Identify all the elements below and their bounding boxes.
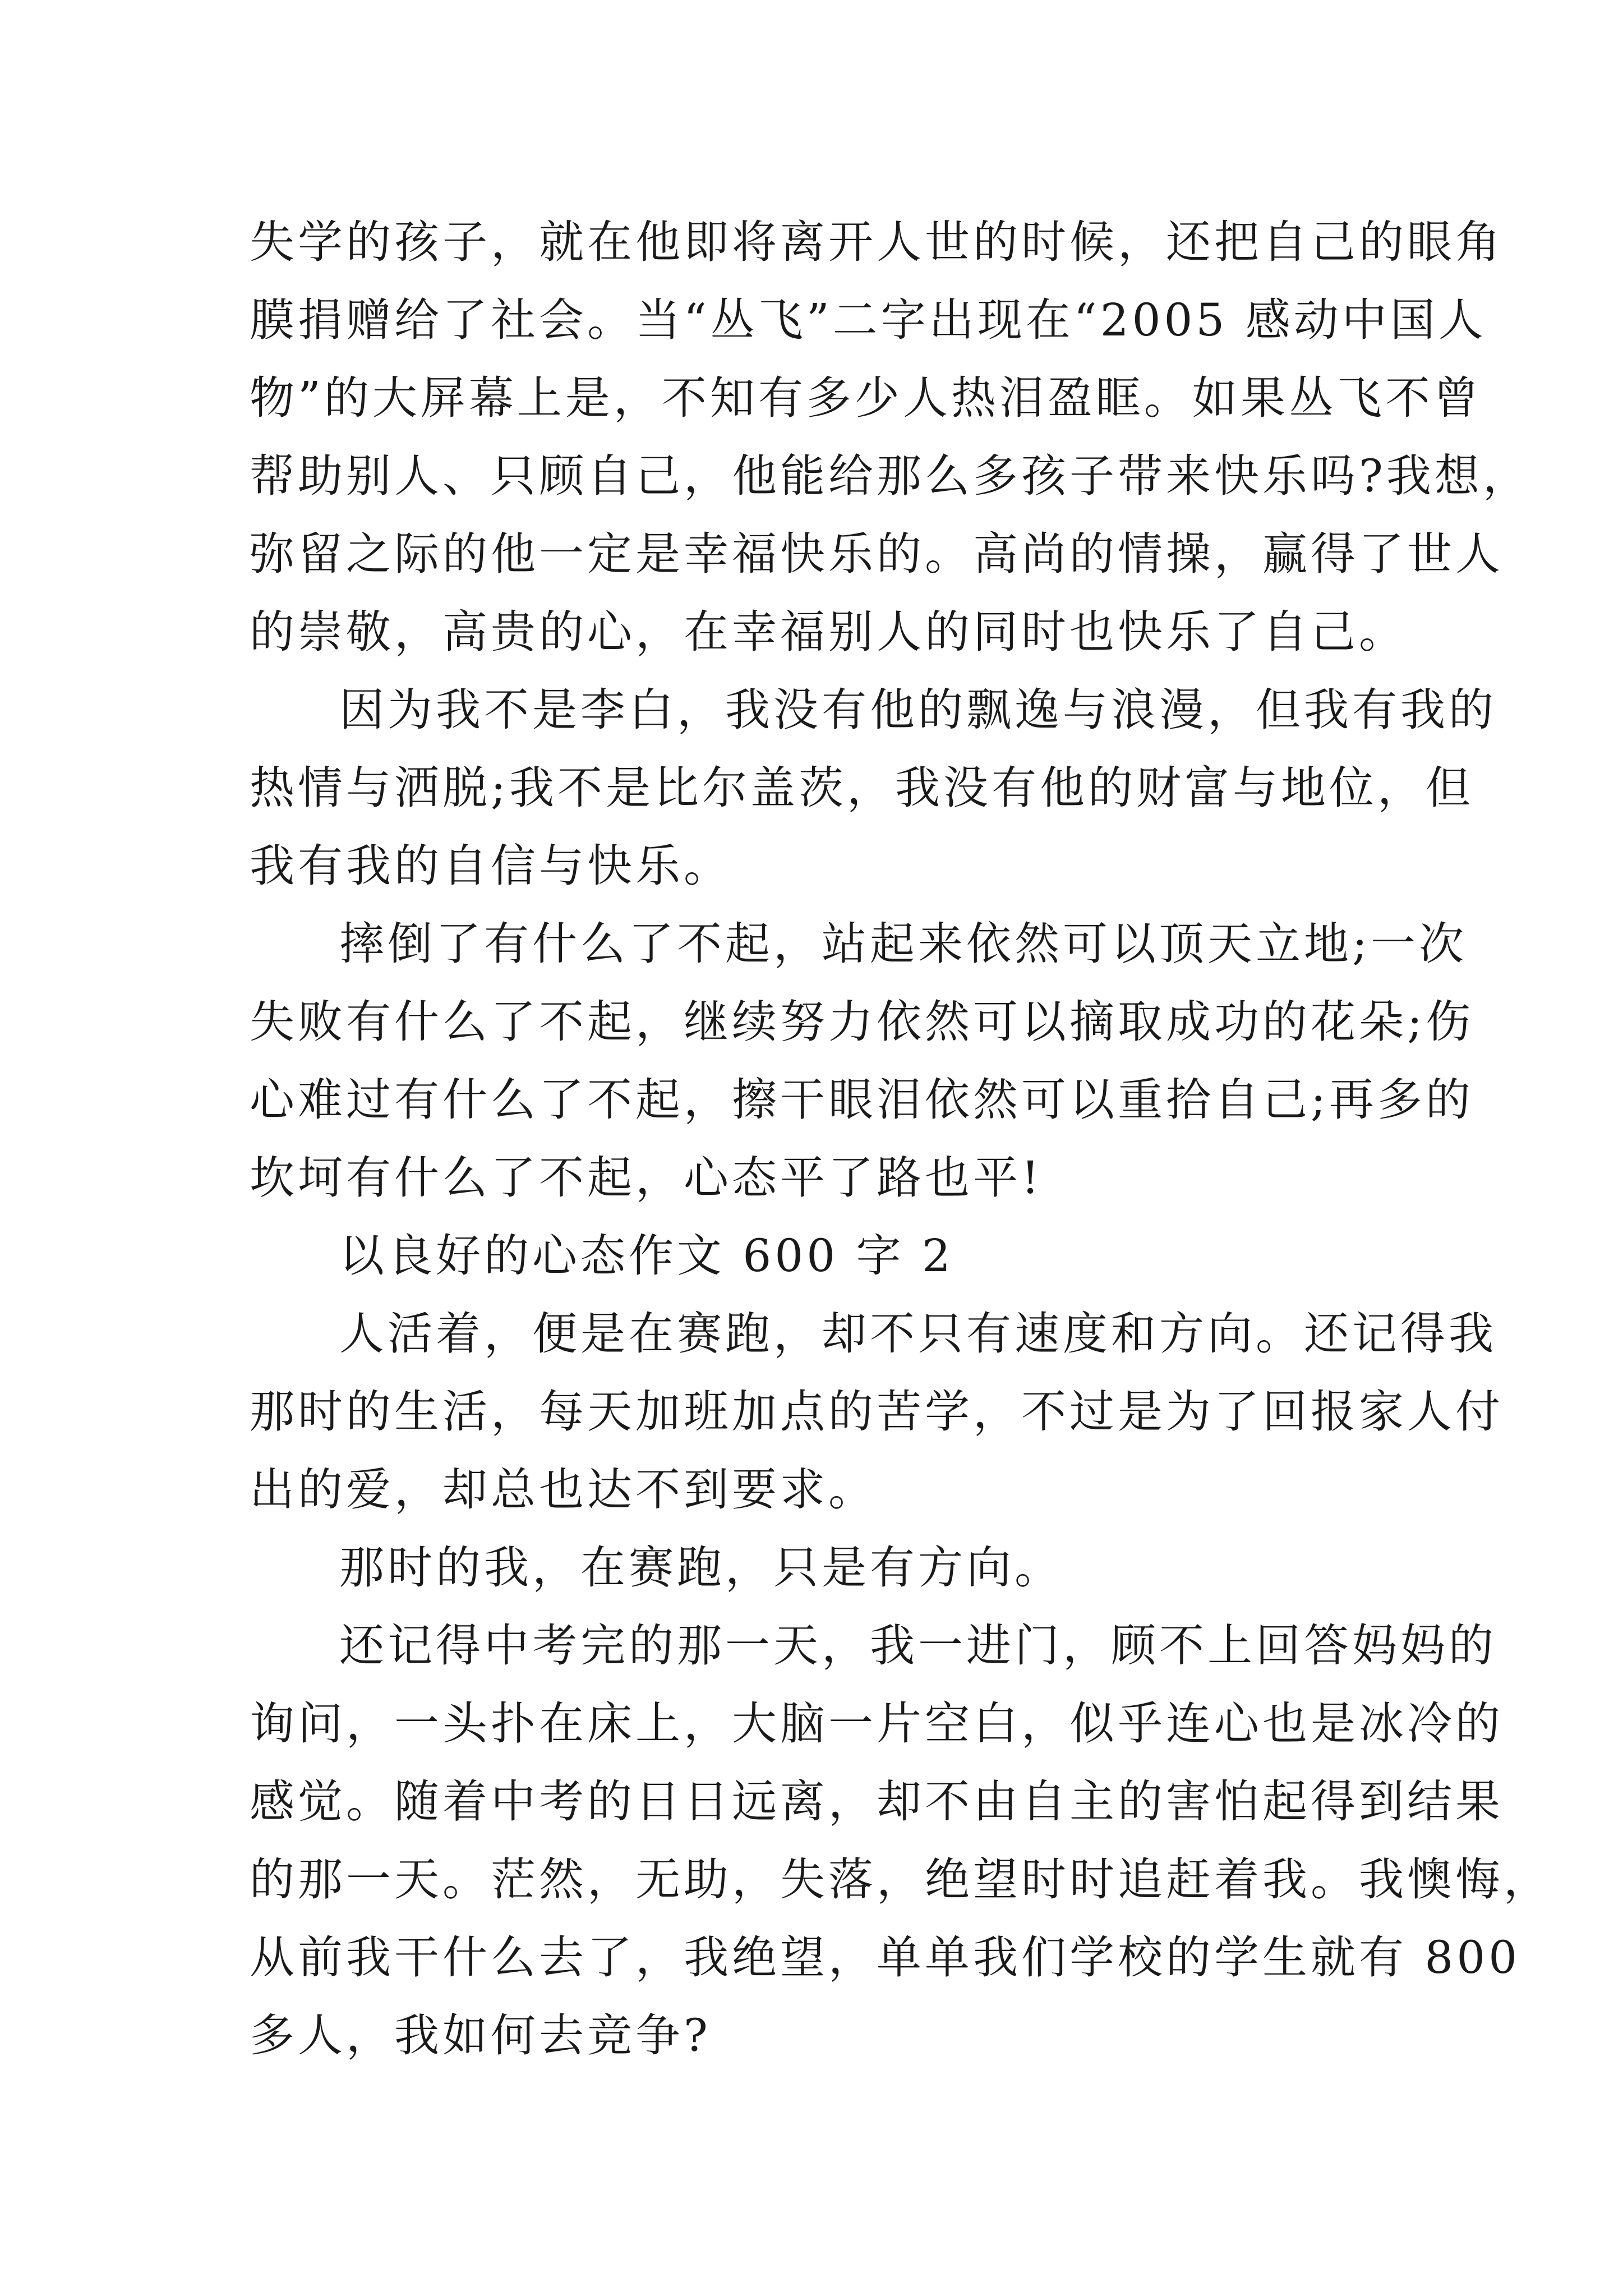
paragraph-first-line: 因为我不是李白，我没有他的飘逸与浪漫，但我有我的 xyxy=(339,684,1497,736)
text-line: 坎坷有什么了不起，心态平了路也平! xyxy=(250,1152,1043,1204)
paragraph-first-line: 人活着，便是在赛跑，却不只有速度和方向。还记得我 xyxy=(339,1308,1497,1360)
text-line: 物”的大屏幕上是，不知有多少人热泪盈眶。如果丛飞不曾 xyxy=(250,372,1482,424)
text-line: 弥留之际的他一定是幸福快乐的。高尚的情操，赢得了世人 xyxy=(250,528,1504,580)
body-text xyxy=(250,203,1552,2074)
text-line: 的崇敬，高贵的心，在幸福别人的同时也快乐了自己。 xyxy=(250,606,1407,658)
paragraph-first-line: 摔倒了有什么了不起，站起来依然可以顶天立地;一次 xyxy=(339,918,1467,970)
text-line: 多人，我如何去竞争? xyxy=(250,2009,711,2062)
text-line: 膜捐赠给了社会。当“丛飞”二字出现在“2005 感动中国人 xyxy=(250,294,1487,346)
text-line: 出的爱，却总也达不到要求。 xyxy=(250,1464,877,1516)
text-line: 那时的生活，每天加班加点的苦学，不过是为了回报家人付 xyxy=(250,1386,1504,1438)
text-line: 失败有什么了不起，继续努力依然可以摘取成功的花朵;伤 xyxy=(250,996,1474,1048)
section-heading: 以良好的心态作文 600 字 2 xyxy=(339,1230,954,1282)
text-line: 的那一天。茫然，无助，失落，绝望时时追赶着我。我懊悔， xyxy=(250,1853,1552,1906)
text-line: 感觉。随着中考的日日远离，却不由自主的害怕起得到结果 xyxy=(250,1775,1504,1828)
paragraph-first-line: 还记得中考完的那一天，我一进门，顾不上回答妈妈的 xyxy=(339,1619,1497,1672)
text-line: 热情与洒脱;我不是比尔盖茨，我没有他的财富与地位，但 xyxy=(250,762,1474,814)
text-line: 从前我干什么去了，我绝望，单单我们学校的学生就有 800 xyxy=(250,1931,1521,1984)
text-line: 失学的孩子，就在他即将离开人世的时候，还把自己的眼角 xyxy=(250,216,1504,268)
paragraph-first-line: 那时的我，在赛跑，只是有方向。 xyxy=(339,1542,1063,1594)
text-line: 帮助别人、只顾自己，他能给那么多孩子带来快乐吗?我想， xyxy=(250,450,1531,502)
text-line: 我有我的自信与快乐。 xyxy=(250,840,732,892)
text-line: 心难过有什么了不起，擦干眼泪依然可以重拾自己;再多的 xyxy=(250,1074,1474,1126)
text-line: 询问，一头扑在床上，大脑一片空白，似乎连心也是冰冷的 xyxy=(250,1697,1504,1750)
